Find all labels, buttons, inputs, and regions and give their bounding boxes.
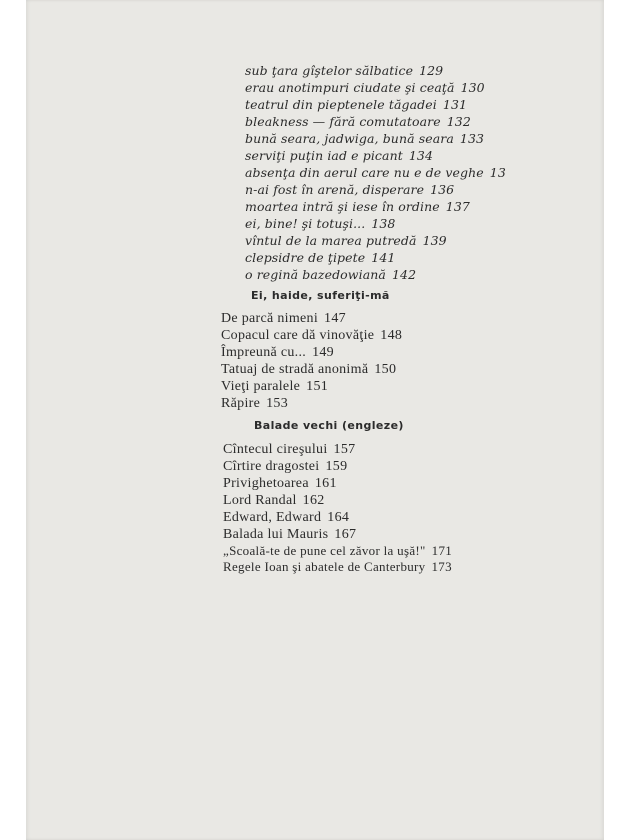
toc-entry — [221, 310, 346, 327]
toc-entry — [245, 249, 395, 266]
toc-entry — [221, 395, 288, 412]
book-page — [26, 0, 604, 840]
toc-entry-title: vîntul de la marea putredă — [245, 233, 417, 248]
toc-entry — [223, 558, 452, 575]
toc-entry-page: 151 — [306, 379, 329, 394]
toc-entry-title: De parcă nimeni — [221, 311, 319, 326]
toc-entry-title: erau anotimpuri ciudate şi ceaţă — [245, 80, 455, 95]
toc-entry — [223, 526, 356, 543]
toc-entry-title: Edward, Edward — [223, 510, 322, 525]
toc-entry-page: 150 — [374, 362, 397, 377]
toc-entry-title: Privighetoarea — [223, 476, 309, 491]
toc-entry — [245, 198, 470, 215]
toc-entry-title: Balada lui Mauris — [223, 527, 329, 542]
toc-entry-title: Copacul care dă vinovăţie — [221, 328, 375, 343]
toc-entry-page: 173 — [431, 559, 452, 574]
toc-entry-page: 136 — [430, 182, 455, 197]
toc-entry-page: 13 — [489, 165, 506, 180]
toc-entry-title: clepsidre de ţipete — [245, 250, 366, 265]
toc-entry — [245, 164, 506, 181]
toc-entry-title: Împreună cu... — [221, 345, 307, 360]
toc-entry — [245, 147, 433, 164]
toc-entry — [223, 492, 325, 509]
toc-entry — [245, 113, 471, 130]
toc-entry-title: ei, bine! şi totuşi... — [245, 216, 366, 231]
toc-entry-page: 141 — [371, 250, 396, 265]
toc-entry — [223, 475, 337, 492]
toc-entry-page: 134 — [408, 148, 434, 163]
toc-entry — [245, 62, 443, 79]
toc-entry-title: bleakness — fără comutatoare — [245, 114, 441, 129]
toc-entry — [245, 181, 454, 198]
toc-entry — [245, 130, 484, 147]
toc-entry-page: 138 — [371, 216, 396, 231]
toc-entry-page: 130 — [460, 80, 485, 95]
toc-entry — [223, 458, 347, 475]
toc-entry-page: 142 — [391, 267, 417, 282]
toc-entry-title: teatrul din pieptenele tăgadei — [245, 97, 437, 112]
section-heading: Ei, haide, suferiţi-mă — [251, 289, 390, 302]
toc-entry-page: 131 — [442, 97, 468, 112]
toc-entry-title: „Scoală-te de pune cel zăvor la uşă!" — [223, 543, 426, 558]
toc-entry — [221, 361, 396, 378]
toc-entry-page: 149 — [312, 345, 334, 360]
toc-entry-page: 164 — [327, 510, 350, 525]
toc-entry-title: Lord Randal — [223, 493, 297, 508]
toc-entry-title: Tatuaj de stradă anonimă — [221, 362, 369, 377]
toc-entry-page: 157 — [333, 442, 356, 457]
toc-entry — [221, 344, 334, 361]
toc-entry-page: 171 — [431, 543, 453, 558]
toc-entry — [221, 378, 328, 395]
toc-entry-page: 139 — [422, 233, 447, 248]
toc-entry-title: serviţi puţin iad e picant — [245, 148, 403, 163]
toc-entry-title: Răpire — [221, 396, 261, 411]
toc-entry-title: moartea intră şi iese în ordine — [245, 199, 440, 214]
toc-entry — [245, 96, 467, 113]
toc-entry-page: 132 — [446, 114, 471, 129]
toc-entry-title: Regele Ioan şi abatele de Canterbury — [223, 559, 426, 574]
toc-entry-title: n-ai fost în arenă, disperare — [245, 182, 425, 197]
toc-entry-title: bună seara, jadwiga, bună seara — [245, 131, 454, 146]
toc-entry-page: 159 — [325, 459, 348, 474]
toc-entry — [245, 266, 416, 283]
toc-entry — [223, 542, 452, 559]
toc-entry — [221, 327, 402, 344]
toc-entry-page: 153 — [266, 396, 289, 411]
toc-entry-page: 162 — [302, 493, 325, 508]
toc-entry-page: 129 — [419, 63, 444, 78]
toc-entry-title: o regină bazedowiană — [245, 267, 386, 282]
toc-entry — [245, 232, 447, 249]
toc-entry-page: 148 — [380, 328, 403, 343]
toc-entry — [245, 215, 396, 232]
toc-entry — [223, 441, 355, 458]
toc-entry-page: 161 — [314, 476, 337, 491]
toc-entry-title: Cîntecul cireşului — [223, 442, 328, 457]
toc-entry-title: Cîrtire dragostei — [223, 459, 320, 474]
toc-entry-page: 137 — [445, 199, 470, 214]
toc-entry-title: Vieţi paralele — [221, 379, 301, 394]
toc-entry-page: 167 — [334, 527, 357, 542]
section-heading: Balade vechi (engleze) — [254, 419, 404, 432]
toc-entry-title: absenţa din aerul care nu e de veghe — [245, 165, 484, 180]
toc-entry — [223, 509, 349, 526]
toc-entry — [245, 79, 485, 96]
toc-entry-page: 147 — [324, 311, 346, 326]
toc-entry-title: sub ţara gîştelor sălbatice — [245, 63, 414, 78]
toc-entry-page: 133 — [459, 131, 485, 146]
